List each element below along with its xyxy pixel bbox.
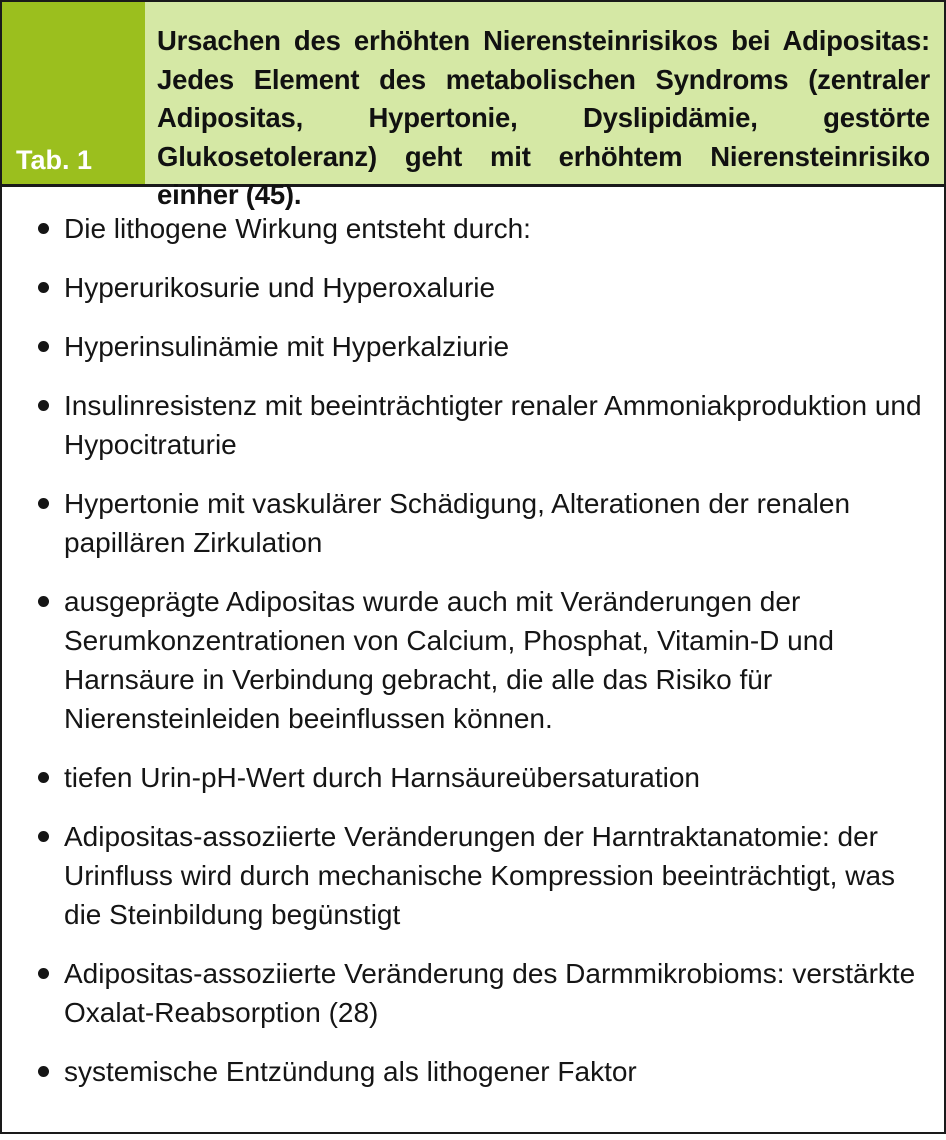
- bullet-icon: [38, 400, 49, 411]
- tab-label: Tab. 1: [16, 145, 93, 175]
- table-header: [2, 2, 944, 210]
- list-item-text: Adipositas-assoziierte Veränderungen der Harntraktanatomie: der Urinfluss wird durch mechanische Kompression beeinträchtigt, was die Steinbildung begünstigt: [64, 821, 896, 930]
- list-item-text: tiefen Urin-pH-Wert durch Harnsäureübersaturation: [64, 762, 700, 793]
- bullet-icon: [38, 282, 49, 293]
- list-item: [36, 327, 938, 366]
- bullet-icon: [38, 968, 49, 979]
- bullet-icon: [38, 596, 49, 607]
- bullet-icon: [38, 223, 49, 234]
- tab-cell: [2, 2, 145, 184]
- list-item: [36, 209, 938, 248]
- list-item-text: Die lithogene Wirkung entsteht durch:: [64, 213, 531, 244]
- list-item-text: Hyperurikosurie und Hyperoxalurie: [64, 272, 496, 303]
- title-cell: [145, 2, 944, 210]
- list-item-text: Hyperinsulinämie mit Hyperkalziurie: [64, 331, 510, 362]
- list-item: [36, 758, 938, 797]
- list-item: [36, 484, 938, 562]
- bullet-icon: [38, 1066, 49, 1077]
- list-item: [36, 817, 938, 934]
- bullet-icon: [38, 772, 49, 783]
- list-item-text: ausgeprägte Adipositas wurde auch mit Veränderungen der Serumkonzentrationen von Calcium, Phosphat, Vitamin-D und Harnsäure in Verbindung gebracht, die alle das Risiko für Nierensteinleiden beeinflussen können.: [64, 586, 834, 734]
- list-item: [36, 954, 938, 1032]
- list-item: [36, 582, 938, 738]
- list-item-text: systemische Entzündung als lithogener Faktor: [64, 1056, 637, 1087]
- list-item-text: Adipositas-assoziierte Veränderung des Darmmikrobioms: verstärkte Oxalat-Reabsorption (28): [64, 958, 916, 1028]
- list-item: [36, 386, 938, 464]
- bullet-icon: [38, 498, 49, 509]
- list-item: [36, 1052, 938, 1091]
- list-item-text: Hypertonie mit vaskulärer Schädigung, Alterationen der renalen papillären Zirkulation: [64, 488, 851, 558]
- table-title: Ursachen des erhöhten Nierensteinrisikos bei Adipositas: Jedes Element des metabolischen Syndroms (zentraler Adipositas, Hypertonie, Dyslipidämie, gestörte Glukosetoleranz) geht mit erhöhtem Nierensteinrisiko einher (45).: [157, 25, 930, 210]
- bullet-list: [2, 187, 944, 1091]
- bullet-icon: [38, 831, 49, 842]
- bullet-icon: [38, 341, 49, 352]
- list-item: [36, 268, 938, 307]
- list-item-text: Insulinresistenz mit beeinträchtigter renaler Ammoniakproduktion und Hypocitraturie: [64, 390, 922, 460]
